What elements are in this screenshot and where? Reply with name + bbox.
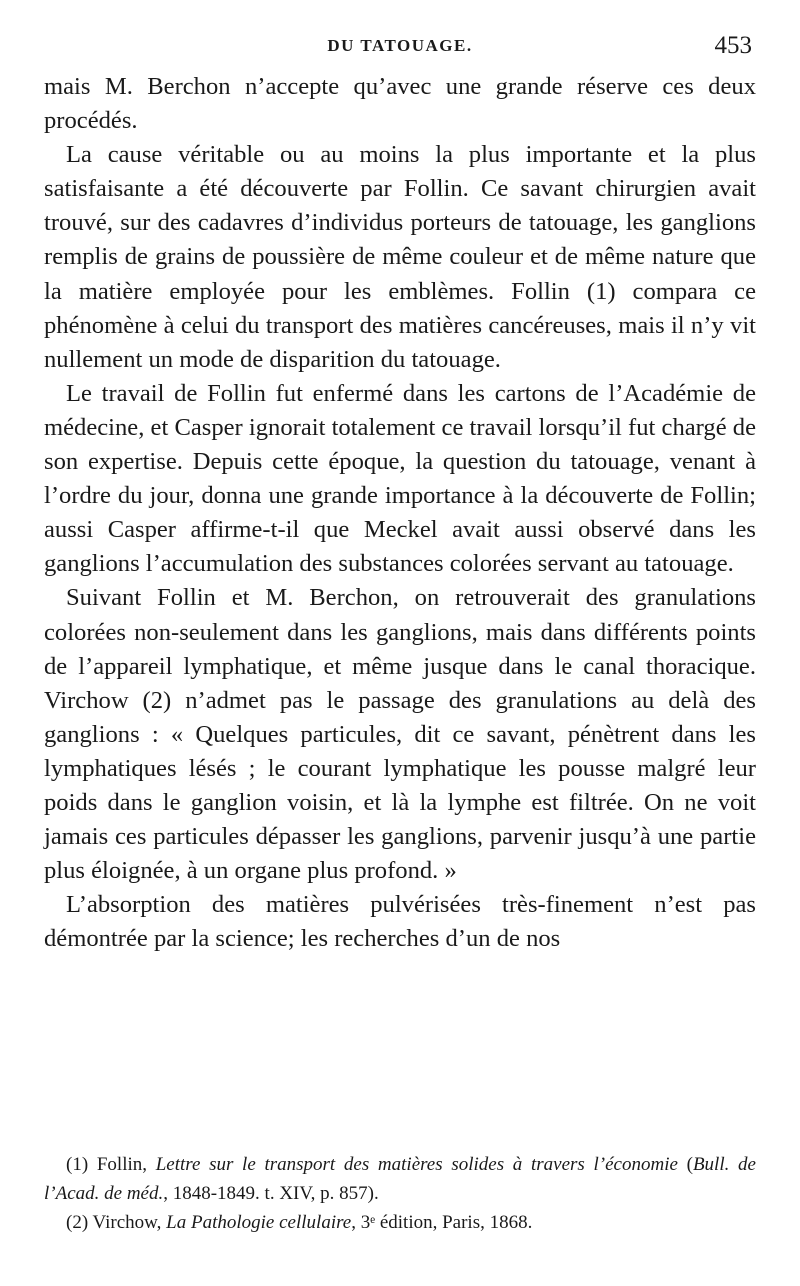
footnote-2-marker: (2) Virchow, [66,1212,162,1233]
running-head: DU TATOUAGE. [327,36,473,55]
footnote-2 [44,1208,756,1237]
footnote-1-title: Lettre sur le transport des matières solides à travers l’économie [155,1154,678,1175]
footnotes [44,1150,756,1237]
paragraph-1: mais M. Berchon n’accepte qu’avec une grande réserve ces deux procédés. [44,73,756,135]
page-number: 453 [714,32,752,59]
footnote-1-open: ( [686,1154,693,1175]
page-header [44,30,756,70]
paragraph-2: La cause véritable ou au moins la plus importante et la plus satisfaisante a été découverte par Follin. Ce savant chirurgien avait trouvé, sur des cadavres d’individus porteurs de tatouage, les ganglions remplis de grains de poussière de même couleur et de même nature que la matière employée pour les emblèmes. Follin (1) compara ce phénomène à celui du transport des matières cancéreuses, mais il n’y vit nullement un mode de disparition du tatouage. [44,141,756,373]
footnote-1 [44,1150,756,1208]
paragraph-4: Suivant Follin et M. Berchon, on retrouverait des granulations colorées non-seulement dans les ganglions, mais dans différents points de l’appareil lymphatique, et même jusque dans le canal thoracique. Virchow (2) n’admet pas le passage des granulations au delà des ganglions : « Quelques particules, dit ce savant, pénètrent dans les lymphatiques lésés ; le courant lymphatique les pousse malgré leur poids dans le ganglion voisin, et là la lymphe est filtrée. On ne voit jamais ces particules dépasser les ganglions, parvenir jusqu’à une partie plus éloignée, à un organe plus profond. » [44,584,756,885]
footnote-2-title: La Pathologie cellulaire [166,1212,352,1233]
paragraph-5: L’absorption des matières pulvérisées très-finement n’est pas démontrée par la science; les recherches d’un de nos [44,891,756,953]
body-text [44,70,756,956]
footnote-2-details: , 3ᵉ édition, Paris, 1868. [351,1212,533,1233]
footnote-1-marker: (1) Follin, [66,1154,147,1175]
footnote-1-source: Bull. de l’Acad. de méd. [44,1154,756,1204]
paragraph-3: Le travail de Follin fut enfermé dans les cartons de l’Académie de médecine, et Casper ignorait totalement ce travail lorsqu’il fut chargé de son expertise. Depuis cette époque, la question du tatouage, venant à l’ordre du jour, donna une grande importance à la découverte de Follin; aussi Casper affirme-t-il que Meckel avait aussi observé dans les ganglions l’accumulation des substances colorées servant au tatouage. [44,379,756,578]
footnote-1-details: , 1848-1849. t. XIV, p. 857). [163,1183,379,1204]
